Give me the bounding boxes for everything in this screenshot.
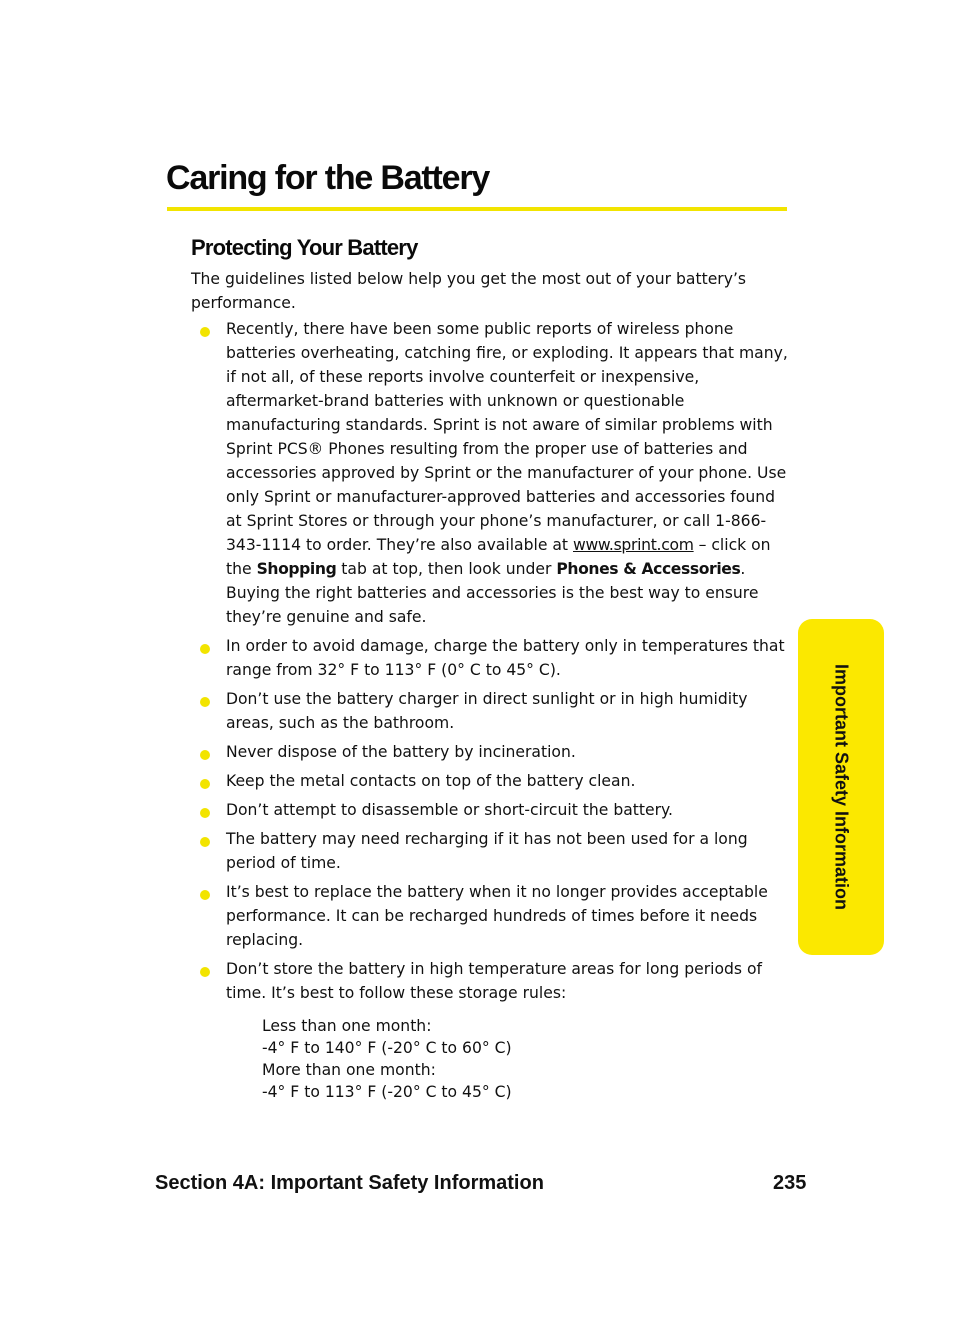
side-tab-label: Important Safety Information xyxy=(831,663,852,911)
list-item-text: . Buying the right batteries and accessories is the best way to ensure they’re genuine and safe. xyxy=(226,560,759,626)
list-item-text: It’s best to replace the battery when it no longer provides acceptable performance. It can be recharged hundreds of times before it needs replacing. xyxy=(226,883,768,949)
storage-more-label: More than one month: xyxy=(262,1061,436,1079)
storage-less-range: -4° F to 140° F (-20° C to 60° C) xyxy=(262,1039,512,1057)
footer-section-title: Section 4A: Important Safety Information xyxy=(155,1172,544,1194)
intro-paragraph: The guidelines listed below help you get the most out of your battery’s performance. xyxy=(191,270,747,312)
section-side-tab xyxy=(798,619,884,955)
shopping-tab-reference: Shopping xyxy=(256,560,337,578)
bullet-dot-icon xyxy=(200,750,210,760)
list-item xyxy=(191,957,791,1005)
list-item xyxy=(191,740,791,764)
storage-less-label: Less than one month: xyxy=(262,1017,432,1035)
section-heading: Protecting Your Battery xyxy=(191,235,418,260)
list-item-text: – click on the xyxy=(226,536,771,578)
list-item-text: Don’t use the battery charger in direct sunlight or in high humidity areas, such as the bathroom. xyxy=(226,690,748,732)
list-item xyxy=(191,687,791,735)
list-item-text: The battery may need recharging if it has not been used for a long period of time. xyxy=(226,830,748,872)
bullet-dot-icon xyxy=(200,327,210,337)
page-title: Caring for the Battery xyxy=(166,159,490,197)
sprint-website-link[interactable]: www.sprint.com xyxy=(573,536,694,554)
phones-accessories-reference: Phones & Accessories xyxy=(556,560,741,578)
list-item-text: Keep the metal contacts on top of the battery clean. xyxy=(226,772,636,790)
list-item xyxy=(191,798,791,822)
bullet-dot-icon xyxy=(200,837,210,847)
list-item-text: Never dispose of the battery by incineration. xyxy=(226,743,576,761)
bullet-dot-icon xyxy=(200,808,210,818)
list-item-text: In order to avoid damage, charge the battery only in temperatures that range from 32° F to 113° F (0° C to 45° C). xyxy=(226,637,785,679)
storage-rules xyxy=(262,1015,512,1103)
page-number: 235 xyxy=(773,1172,807,1194)
storage-more-range: -4° F to 113° F (-20° C to 45° C) xyxy=(262,1083,512,1101)
bullet-dot-icon xyxy=(200,779,210,789)
list-item xyxy=(191,317,791,629)
bullet-dot-icon xyxy=(200,697,210,707)
bullet-dot-icon xyxy=(200,644,210,654)
list-item-text: Don’t attempt to disassemble or short-circuit the battery. xyxy=(226,801,673,819)
list-item xyxy=(191,880,791,952)
list-item-text: Don’t store the battery in high temperature areas for long periods of time. It’s best to follow these storage rules: xyxy=(226,960,763,1002)
list-item-text: Recently, there have been some public reports of wireless phone batteries overheating, catching fire, or exploding. It appears that many, if not all, of these reports involve counterfeit or inexpensive, aftermarket-brand batteries with unknown or questionable manufacturing standards. Sprint is not aware of similar problems with Sprint PCS® Phones resulting from the proper use of batteries and accessories approved by Sprint or the manufacturer of your phone. Use only Sprint or manufacturer-approved batteries and accessories found at Sprint Stores or through your phone’s manufacturer, or call 1-866-343-1114 to order. They’re also available at xyxy=(226,320,788,554)
guidelines-list xyxy=(191,317,791,1010)
title-underline-rule xyxy=(167,207,787,211)
list-item-text: tab at top, then look under xyxy=(336,560,557,578)
bullet-dot-icon xyxy=(200,890,210,900)
list-item xyxy=(191,827,791,875)
list-item xyxy=(191,634,791,682)
bullet-dot-icon xyxy=(200,967,210,977)
list-item xyxy=(191,769,791,793)
